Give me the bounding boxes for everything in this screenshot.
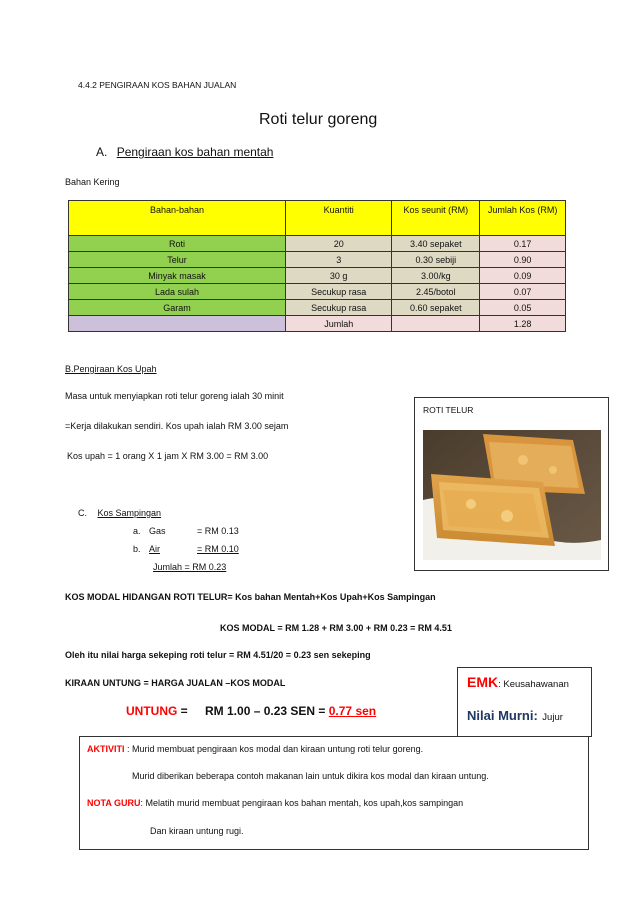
profit-expr: RM 1.00 – 0.23 SEN = xyxy=(205,704,329,718)
table-cell-empty xyxy=(392,316,480,332)
per-piece-line: Oleh itu nilai harga sekeping roti telur = RM 4.51/20 = 0.23 sen sekeping xyxy=(65,650,371,660)
activity-box xyxy=(79,736,589,850)
table-cell: Telur xyxy=(69,252,286,268)
section-a-letter: A. xyxy=(96,145,108,159)
total-label: Jumlah xyxy=(285,316,391,332)
header-cell: Jumlah Kos (RM) xyxy=(480,201,566,236)
profit-label: UNTUNG xyxy=(126,704,178,718)
profit-result: 0.77 sen xyxy=(328,704,377,718)
table-cell: Lada sulah xyxy=(69,284,286,300)
photo-caption: ROTI TELUR xyxy=(423,405,474,415)
table-header-row xyxy=(69,201,566,236)
side-cost-gas xyxy=(133,526,239,536)
table-cell-empty xyxy=(69,316,286,332)
section-b-heading: B.Pengiraan Kos Upah xyxy=(65,364,157,374)
table-cell: Roti xyxy=(69,236,286,252)
item-name: Gas xyxy=(149,526,166,536)
emk-label: EMK xyxy=(467,674,499,690)
table-cell: 3.40 sepaket xyxy=(392,236,480,252)
nilai-value: Jujur xyxy=(542,712,563,723)
table-cell: 0.60 sepaket xyxy=(392,300,480,316)
table-cell: Secukup rasa xyxy=(285,300,391,316)
aktiviti-label: AKTIVITI xyxy=(87,744,125,754)
section-b-line1: Masa untuk menyiapkan roti telur goreng ialah 30 minit xyxy=(65,391,284,401)
values-box xyxy=(457,667,592,737)
section-c-heading xyxy=(78,508,161,518)
table-cell: 0.05 xyxy=(480,300,566,316)
cost-table xyxy=(68,200,566,332)
item-key: a. xyxy=(133,526,141,536)
dry-ingredients-label: Bahan Kering xyxy=(65,177,120,187)
profit-eq: = xyxy=(177,704,188,718)
section-a-label: Pengiraan kos bahan mentah xyxy=(116,145,274,159)
side-cost-total: Jumlah = RM 0.23 xyxy=(153,562,227,572)
activity-line4: Dan kiraan untung rugi. xyxy=(150,826,244,836)
table-cell: 0.90 xyxy=(480,252,566,268)
header-cell: Kos seunit (RM) xyxy=(392,201,480,236)
nota-label: NOTA GURU xyxy=(87,798,141,808)
section-b-line3: Kos upah = 1 orang X 1 jam X RM 3.00 = RM 3.00 xyxy=(67,451,269,461)
nota-text: : Melatih murid membuat pengiraan kos bahan mentah, kos upah,kos sampingan xyxy=(140,798,464,808)
emk-line xyxy=(467,674,569,690)
table-row xyxy=(69,284,566,300)
table-cell: Secukup rasa xyxy=(285,284,391,300)
table-cell: 0.17 xyxy=(480,236,566,252)
photo-box xyxy=(414,397,609,571)
profit-line xyxy=(126,704,376,718)
section-a-heading xyxy=(96,145,273,159)
kos-modal-line: KOS MODAL = RM 1.28 + RM 3.00 + RM 0.23 = RM 4.51 xyxy=(220,623,452,633)
table-row xyxy=(69,300,566,316)
table-row xyxy=(69,236,566,252)
table-row xyxy=(69,252,566,268)
item-name: Air xyxy=(149,544,161,554)
profit-calc-line: KIRAAN UNTUNG = HARGA JUALAN –KOS MODAL xyxy=(65,678,286,688)
roti-telur-image xyxy=(423,430,601,560)
aktiviti-text: : Murid membuat pengiraan kos modal dan kiraan untung roti telur goreng. xyxy=(124,744,424,754)
table-cell: 30 g xyxy=(285,268,391,284)
nilai-label: Nilai Murni: xyxy=(467,708,538,723)
header-cell: Kuantiti xyxy=(285,201,391,236)
table-total-row xyxy=(69,316,566,332)
table-cell: 3 xyxy=(285,252,391,268)
table-cell: 0.09 xyxy=(480,268,566,284)
table-cell: 20 xyxy=(285,236,391,252)
aktiviti-line xyxy=(87,744,423,754)
table-cell: 3.00/kg xyxy=(392,268,480,284)
item-value: = RM 0.10 xyxy=(197,544,239,554)
table-cell: 2.45/botol xyxy=(392,284,480,300)
table-cell: Garam xyxy=(69,300,286,316)
section-c-label: Kos Sampingan xyxy=(97,508,162,518)
page-title: Roti telur goreng xyxy=(259,111,378,128)
table-cell: Minyak masak xyxy=(69,268,286,284)
formula-line: KOS MODAL HIDANGAN ROTI TELUR= Kos bahan Mentah+Kos Upah+Kos Sampingan xyxy=(65,592,436,602)
nota-line xyxy=(87,798,463,808)
activity-line2: Murid diberikan beberapa contoh makanan lain untuk dikira kos modal dan kiraan untung. xyxy=(132,771,489,781)
table-cell: 0.30 sebiji xyxy=(392,252,480,268)
emk-value: : Keusahawanan xyxy=(498,679,569,690)
nilai-line xyxy=(467,708,563,723)
total-value: 1.28 xyxy=(480,316,566,332)
table-cell: 0.07 xyxy=(480,284,566,300)
item-value: = RM 0.13 xyxy=(197,526,239,536)
section-c-letter: C. xyxy=(78,508,87,518)
table-row xyxy=(69,268,566,284)
item-key: b. xyxy=(133,544,141,554)
header-cell: Bahan-bahan xyxy=(69,201,286,236)
side-cost-air xyxy=(133,544,239,554)
section-code: 4.4.2 PENGIRAAN KOS BAHAN JUALAN xyxy=(78,80,237,90)
section-b-line2: =Kerja dilakukan sendiri. Kos upah ialah RM 3.00 sejam xyxy=(65,421,289,431)
